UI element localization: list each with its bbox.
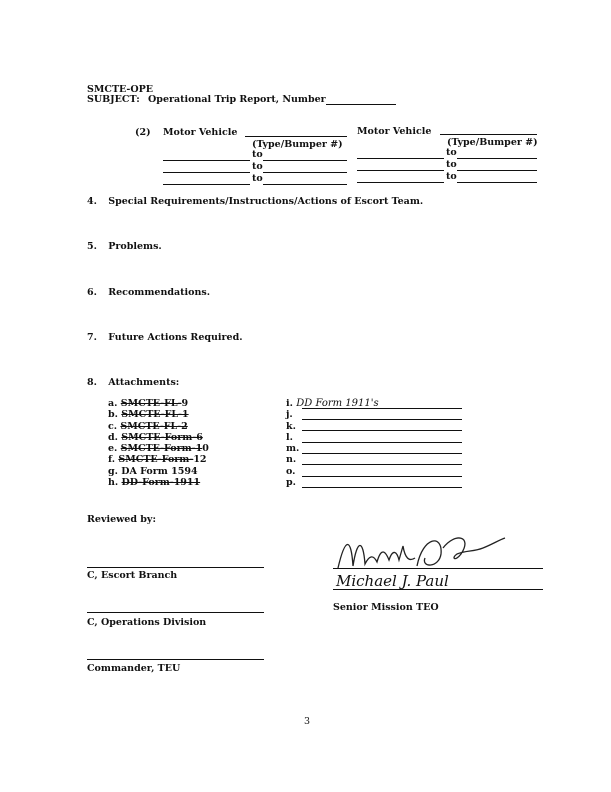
attachment-item: k. <box>286 420 296 432</box>
printed-name-line <box>333 589 543 590</box>
section-7-number: 7. <box>87 332 97 343</box>
operations-division-signature-line <box>87 612 264 613</box>
attachment-item: o. <box>286 465 296 477</box>
attachment-line-n <box>302 464 462 465</box>
attachment-struck-text: DD-Form-1911 <box>121 477 201 489</box>
vehicle-right-row-1-to: to <box>446 147 457 158</box>
attachment-struck-text: SMCTE-FL-1 <box>121 409 189 421</box>
section-5-number: 5. <box>87 241 97 252</box>
section-6-number: 6. <box>87 287 97 298</box>
section-4-title: Special Requirements/Instructions/Actions of Escort Team. <box>108 196 424 207</box>
subject-text: Operational Trip Report, Number <box>148 94 326 105</box>
attachment-item: p. <box>286 477 296 489</box>
attachment-line-j <box>302 419 462 420</box>
motor-vehicle-left-label: Motor Vehicle <box>163 127 238 138</box>
section-6-title: Recommendations. <box>108 287 211 298</box>
senior-mission-title: Senior Mission TEO <box>333 602 439 613</box>
attachment-item: e. SMCTE-Form-10 <box>108 443 209 455</box>
reviewed-by-label: Reviewed by: <box>87 514 156 525</box>
motor-vehicle-right-label: Motor Vehicle <box>357 126 432 137</box>
attachment-item: c. SMCTE-FL-2 <box>108 420 188 432</box>
section-8-title: Attachments: <box>108 377 180 388</box>
attachment-line-o <box>302 476 462 477</box>
vehicle-right-row-1-end <box>457 158 537 159</box>
commander-signature-line <box>87 659 264 660</box>
attachment-left-list <box>108 398 209 488</box>
section-6 <box>87 287 210 298</box>
attachment-item: m. <box>286 443 300 455</box>
attachment-item: h. DD-Form-1911 <box>108 477 201 489</box>
vehicle-left-row-2-to: to <box>252 161 263 172</box>
vehicle-left-row-2-end <box>263 172 347 173</box>
page-number: 3 <box>304 716 311 727</box>
attachment-right-list <box>286 398 379 488</box>
section-4 <box>87 196 423 207</box>
motor-vehicle-left-line <box>245 136 347 137</box>
printed-name-handwritten: Michael J. Paul <box>336 572 449 590</box>
vehicle-left-row-3-to: to <box>252 173 263 184</box>
office-symbol: SMCTE-OPE <box>87 84 154 95</box>
type-bumper-label-right: (Type/Bumper #) <box>447 137 538 148</box>
vehicle-right-row-3-end <box>457 182 537 183</box>
vehicle-left-row-3-start <box>163 184 250 185</box>
vehicle-left-row-1-end <box>263 160 347 161</box>
vehicle-right-row-3-to: to <box>446 171 457 182</box>
section-7 <box>87 332 243 343</box>
attachment-item: f. SMCTE-Form-12 <box>108 454 207 466</box>
section-5 <box>87 241 162 252</box>
vehicle-left-row-2-start <box>163 172 250 173</box>
attachment-line-i <box>302 408 462 409</box>
vehicle-left-row-1-start <box>163 160 250 161</box>
motor-vehicle-right-line <box>440 134 537 135</box>
attachment-struck-text: SMCTE-Form-6 <box>121 431 203 443</box>
attachment-item: a. SMCTE-FL-9 <box>108 398 189 409</box>
attachment-line-l <box>302 442 462 443</box>
attachment-struck-text: SMCTE-FL-2 <box>120 420 188 432</box>
attachment-line-k <box>302 430 462 431</box>
section-4-number: 4. <box>87 196 97 207</box>
escort-branch-label: C, Escort Branch <box>87 570 178 581</box>
attachment-added-text: 0 <box>202 443 209 455</box>
attachment-item: l. <box>286 431 293 443</box>
attachment-line-p <box>302 487 462 488</box>
vehicle-right-row-1-start <box>357 158 444 159</box>
vehicle-right-row-2-end <box>457 170 537 171</box>
attachment-added-text: 9 <box>181 398 189 409</box>
section-8-number: 8. <box>87 377 97 388</box>
vehicle-item-number: (2) <box>135 127 151 138</box>
subject-label: SUBJECT: <box>87 94 140 105</box>
section-8 <box>87 377 179 388</box>
attachment-item: j. <box>286 409 293 421</box>
attachment-struck-text: SMCTE-Form-1 <box>120 443 203 455</box>
trip-number-line <box>326 104 396 105</box>
attachment-struck-text: SMCTE-FL- <box>120 398 182 409</box>
attachment-handwritten-value: DD Form 1911's <box>296 398 379 409</box>
attachment-added-text: 12 <box>193 454 207 466</box>
vehicle-left-row-3-end <box>263 184 347 185</box>
commander-label: Commander, TEU <box>87 663 181 674</box>
attachment-item: i. DD Form 1911's <box>286 398 379 409</box>
vehicle-right-row-3-start <box>357 182 444 183</box>
vehicle-left-row-1-to: to <box>252 149 263 160</box>
operations-division-label: C, Operations Division <box>87 617 207 628</box>
attachment-added-text: DA Form 1594 <box>121 465 198 477</box>
attachment-item: b. SMCTE-FL-1 <box>108 409 189 421</box>
subject-line <box>87 94 326 105</box>
attachment-struck-text: SMCTE-Form- <box>118 454 194 466</box>
attachment-line-m <box>302 453 462 454</box>
vehicle-right-row-2-to: to <box>446 159 457 170</box>
section-7-title: Future Actions Required. <box>108 332 243 343</box>
vehicle-right-row-2-start <box>357 170 444 171</box>
attachment-item: n. <box>286 454 297 466</box>
type-bumper-label-left: (Type/Bumper #) <box>252 139 343 150</box>
escort-branch-signature-line <box>87 567 264 568</box>
section-5-title: Problems. <box>108 241 162 252</box>
senior-mission-signature-line <box>333 568 543 569</box>
attachment-item: d. SMCTE-Form-6 <box>108 431 203 443</box>
attachment-item: g. DA Form 1594 <box>108 465 198 477</box>
